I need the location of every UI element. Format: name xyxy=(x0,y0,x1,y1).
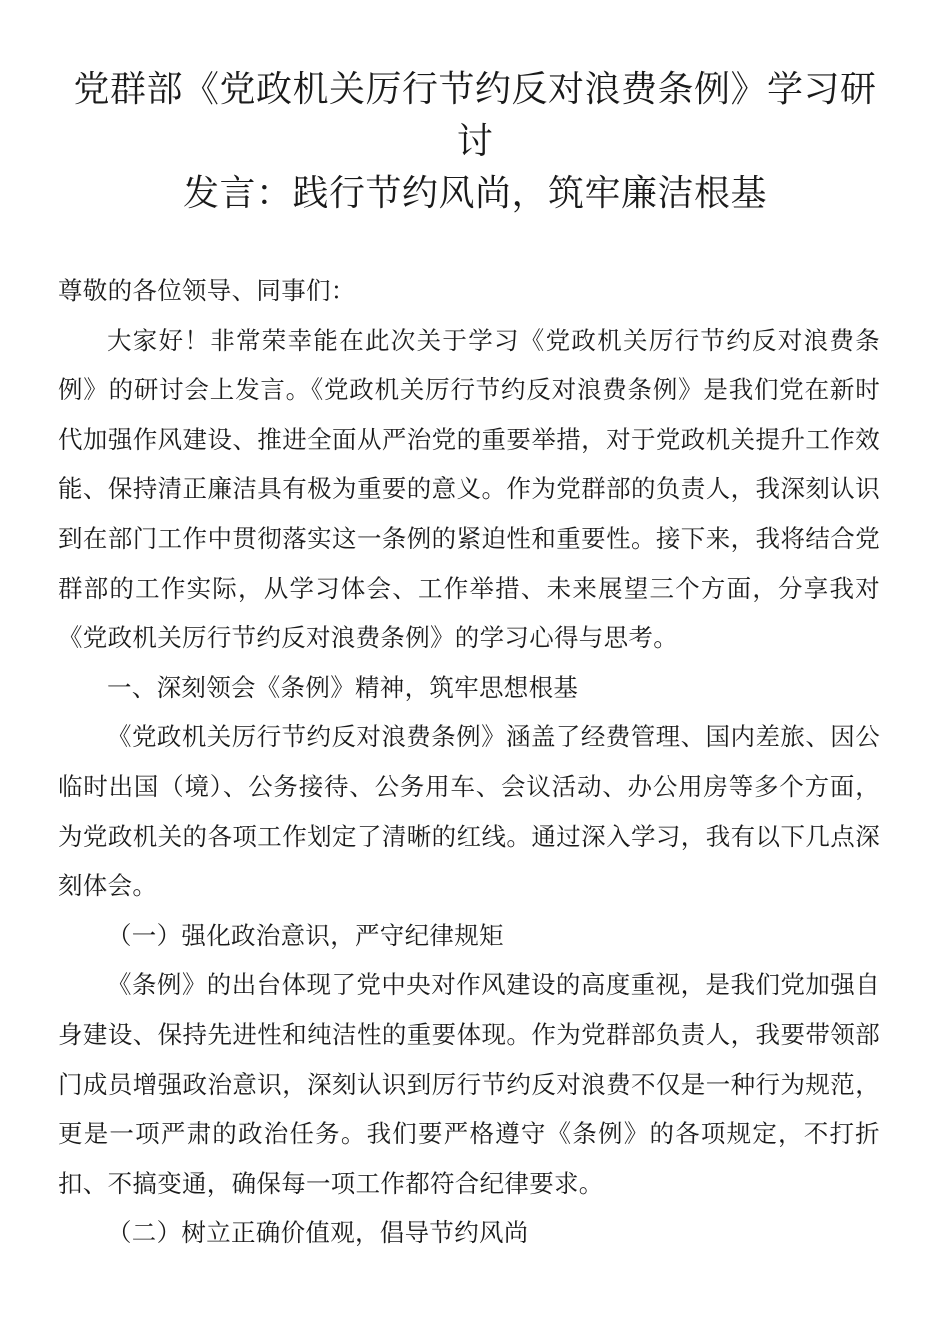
title-line-2: 发言：践行节约风尚，筑牢廉洁根基 xyxy=(182,173,767,214)
paragraph-section-1: 《党政机关厉行节约反对浪费条例》涵盖了经费管理、国内差旅、因公临时出国（境）、公务接待、公务用车、会议活动、办公用房等多个方面，为党政机关的各项工作划定了清晰的红线。通过深入学习，我有以下几点深刻体会。 xyxy=(58,722,880,901)
title-line-1: 党群部《党政机关厉行节约反对浪费条例》学习研讨 xyxy=(73,69,877,162)
paragraph-intro: 大家好！非常荣幸能在此次关于学习《党政机关厉行节约反对浪费条例》的研讨会上发言。《党政机关厉行节约反对浪费条例》是我们党在新时代加强作风建设、推进全面从严治党的重要举措，对于党政机关提升工作效能、保持清正廉洁具有极为重要的意义。作为党群部的负责人，我深刻认识到在部门工作中贯彻落实这一条例的紧迫性和重要性。接下来，我将结合党群部的工作实际，从学习体会、工作举措、未来展望三个方面，分享我对《党政机关厉行节约反对浪费条例》的学习心得与思考。 xyxy=(58,325,880,653)
salutation: 尊敬的各位领导、同事们： xyxy=(58,276,356,305)
subsection-heading-2: （二）树立正确价值观，倡导节约风尚 xyxy=(107,1218,529,1248)
paragraph-subsection-1: 《条例》的出台体现了党中央对作风建设的高度重视，是我们党加强自身建设、保持先进性和纯洁性的重要体现。作为党群部负责人，我要带领部门成员增强政治意识，深刻认识到厉行节约反对浪费不仅是一种行为规范，更是一项严肃的政治任务。我们要严格遵守《条例》的各项规定，不打折扣、不搞变通，确保每一项工作都符合纪律要求。 xyxy=(58,970,880,1198)
document-title xyxy=(58,64,880,220)
section-heading-1: 一、深刻领会《条例》精神，筑牢思想根基 xyxy=(107,672,579,702)
subsection-heading-1: （一）强化政治意识，严守纪律规矩 xyxy=(107,920,504,950)
